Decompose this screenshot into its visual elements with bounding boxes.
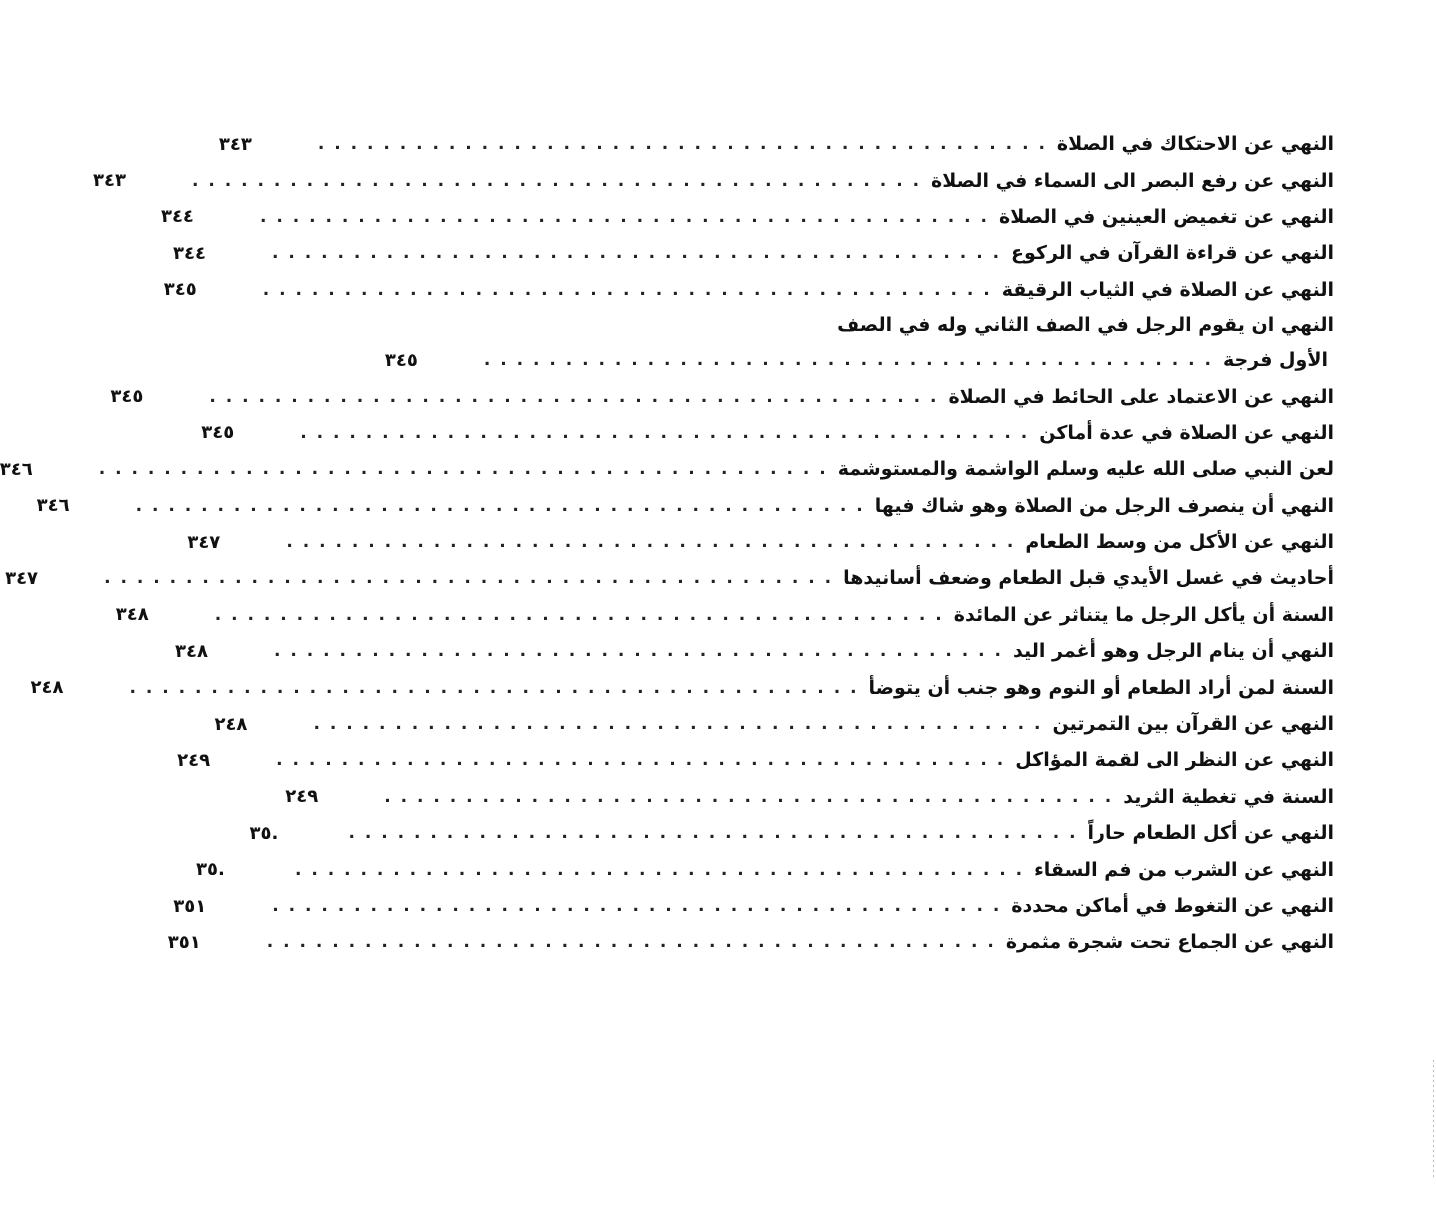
- toc-entry: [0, 451, 1334, 487]
- dot-leader: . . . . . . . . . . . . . . . . . . . . . . . . . . . . . . . . . . . . . . . . . . . . .: [214, 604, 944, 625]
- scan-edge-line: [1433, 1060, 1434, 1180]
- toc-entry-page: ٣٤٨: [115, 604, 149, 626]
- dot-leader: . . . . . . . . . . . . . . . . . . . . . . . . . . . . . . . . . . . . . . . . . . . . .: [295, 859, 1025, 880]
- toc-entry-page: ٢٤٩: [177, 749, 211, 771]
- toc-entry-page: ٣٤٣: [93, 170, 126, 192]
- toc-entry-title: النهي عن الأكل من وسط الطعام: [1025, 531, 1334, 554]
- dot-leader: . . . . . . . . . . . . . . . . . . . . . . . . . . . . . . . . . . . . . . . . . . . . .: [209, 386, 939, 407]
- toc-entry-title: النهي عن الصلاة في الثياب الرقيقة: [1001, 278, 1334, 301]
- dot-leader: . . . . . . . . . . . . . . . . . . . . . . . . . . . . . . . . . . . . . . . . . . . . .: [317, 134, 1047, 155]
- dot-leader: . . . . . . . . . . . . . . . . . . . . . . . . . . . . . . . . . . . . . . . . . . . . .: [286, 532, 1016, 553]
- dot-leader: . . . . . . . . . . . . . . . . . . . . . . . . . . . . . . . . . . . . . . . . . . . . .: [129, 677, 859, 698]
- toc-entry-wrapped-line2: [384, 342, 1334, 378]
- toc-entry-title: النهي عن الصلاة في عدة أماكن: [1039, 421, 1334, 444]
- toc-entry-page: ٣٤٧: [5, 567, 39, 589]
- toc-entry-title: السنة أن يأكل الرجل ما يتناثر عن المائدة: [953, 603, 1334, 626]
- toc-entry-title: النهي عن الشرب من فم السقاء: [1034, 858, 1334, 881]
- toc-entry-title: النهي عن التغوط في أماكن محددة: [1011, 895, 1334, 917]
- toc-entry-page: ٣٥.: [249, 822, 279, 844]
- dot-leader: . . . . . . . . . . . . . . . . . . . . . . . . . . . . . . . . . . . . . . . . . . . . .: [259, 206, 989, 227]
- toc-entry-title: النهي أن ينام الرجل وهو أغمر اليد: [1013, 640, 1334, 663]
- toc-entry-page: ٣٤٤: [160, 206, 194, 228]
- toc-entry-title: النهي عن قراءة القرآن في الركوع: [1011, 242, 1334, 265]
- toc-entry-title: السنة في تغطية الثريد: [1123, 785, 1334, 808]
- dot-leader: . . . . . . . . . . . . . . . . . . . . . . . . . . . . . . . . . . . . . . . . . . . . .: [266, 932, 996, 953]
- toc-entry: [196, 851, 1334, 887]
- toc-entry-title: النهي أن ينصرف الرجل من الصلاة وهو شاك فيها: [874, 494, 1334, 517]
- toc-entry-page: ٣٤٥: [201, 422, 235, 444]
- toc-entry-title: أحاديث في غسل الأيدي قبل الطعام وضعف أسانيدها: [843, 567, 1334, 590]
- toc-entry-page: ٣٤٨: [174, 640, 208, 662]
- toc-entry-page: ٣٤٧: [187, 531, 221, 553]
- toc-entry-wrapped-line1: [749, 308, 1334, 342]
- dot-leader: . . . . . . . . . . . . . . . . . . . . . . . . . . . . . . . . . . . . . . . . . . . . .: [272, 896, 1002, 916]
- dot-leader: . . . . . . . . . . . . . . . . . . . . . . . . . . . . . . . . . . . . . . . . . . . . .: [276, 750, 1006, 771]
- toc-entry-page: ٢٤٩: [285, 786, 319, 808]
- toc-entry: [187, 524, 1334, 560]
- toc-entry: [177, 742, 1334, 778]
- toc-entry-title: النهي عن الاعتماد على الحائط في الصلاة: [948, 385, 1334, 408]
- toc-entry: [36, 488, 1334, 524]
- toc-entry-page: ٣٤٤: [173, 242, 206, 264]
- dot-leader: . . . . . . . . . . . . . . . . . . . . . . . . . . . . . . . . . . . . . . . . . . . . .: [273, 641, 1004, 662]
- toc-entry-title: النهي عن رفع البصر الى السماء في الصلاة: [931, 169, 1334, 192]
- dot-leader: . . . . . . . . . . . . . . . . . . . . . . . . . . . . . . . . . . . . . . . . . . . . .: [348, 823, 1078, 844]
- toc-entry-title: لعن النبي صلى الله عليه وسلم الواشمة والمستوشمة: [837, 458, 1334, 481]
- toc-entry-title: السنة لمن أراد الطعام أو النوم وهو جنب أن يتوضأ: [868, 676, 1334, 699]
- toc-entry: [93, 162, 1334, 198]
- toc-entry-page: ٣٥١: [167, 931, 201, 953]
- toc-entry: [285, 779, 1334, 815]
- toc-entry: [214, 706, 1334, 742]
- toc-entry-title: النهي عن الجماع تحت شجرة مثمرة: [1005, 931, 1334, 954]
- toc-entry-title: النهي عن تغميض العينين في الصلاة: [998, 205, 1334, 228]
- toc-entry: [115, 597, 1334, 633]
- toc-entry-page: ٣٤٦: [0, 458, 33, 480]
- dot-leader: . . . . . . . . . . . . . . . . . . . . . . . . . . . . . . . . . . . . . . . . . . . . .: [483, 350, 1213, 371]
- dot-leader: . . . . . . . . . . . . . . . . . . . . . . . . . . . . . . . . . . . . . . . . . . . . .: [272, 243, 1002, 264]
- toc-entry: [167, 924, 1334, 960]
- toc-entry-page: ٢٤٨: [214, 713, 248, 735]
- toc-entry-page: ٣٥١: [173, 895, 207, 917]
- dot-leader: . . . . . . . . . . . . . . . . . . . . . . . . . . . . . . . . . . . . . . . . . . . . .: [98, 459, 828, 480]
- toc-entry-title: النهي عن الاحتكاك في الصلاة: [1056, 133, 1334, 156]
- toc-entry: [249, 815, 1334, 851]
- toc-entry: [173, 235, 1334, 271]
- dot-leader: . . . . . . . . . . . . . . . . . . . . . . . . . . . . . . . . . . . . . . . . . . . . .: [135, 495, 865, 516]
- table-of-contents: [0, 126, 1334, 961]
- toc-entry-title-continued: الأول فرجة: [1222, 349, 1328, 372]
- dot-leader: . . . . . . . . . . . . . . . . . . . . . . . . . . . . . . . . . . . . . . . . . . . . .: [192, 170, 922, 191]
- toc-entry-title: النهي عن النظر الى لقمة المؤاكل: [1015, 749, 1334, 772]
- toc-entry: [218, 126, 1334, 162]
- toc-entry-page: ٢٤٨: [30, 677, 64, 699]
- toc-entry-title: النهي ان يقوم الرجل في الصف الثاني وله في الصف: [837, 313, 1334, 336]
- toc-entry-page: ٣٤٥: [163, 279, 197, 301]
- toc-entry: [160, 199, 1334, 235]
- toc-entry-title: النهي عن القرآن بين التمرتين: [1052, 713, 1334, 736]
- toc-entry-page: ٣٤٥: [384, 349, 418, 371]
- dot-leader: . . . . . . . . . . . . . . . . . . . . . . . . . . . . . . . . . . . . . . . . . . . . .: [262, 279, 992, 300]
- toc-entry-page: ٣٥.: [196, 859, 225, 881]
- dot-leader: . . . . . . . . . . . . . . . . . . . . . . . . . . . . . . . . . . . . . . . . . . . . .: [313, 714, 1043, 735]
- toc-entry: [174, 633, 1334, 669]
- toc-entry-page: ٣٤٥: [110, 386, 144, 408]
- dot-leader: . . . . . . . . . . . . . . . . . . . . . . . . . . . . . . . . . . . . . . . . . . . . .: [104, 568, 834, 589]
- dot-leader: . . . . . . . . . . . . . . . . . . . . . . . . . . . . . . . . . . . . . . . . . . . . .: [300, 422, 1030, 443]
- toc-entry-page: ٣٤٦: [36, 495, 70, 517]
- toc-entry: [5, 560, 1334, 596]
- toc-entry-title: النهي عن أكل الطعام حاراً: [1087, 822, 1334, 845]
- toc-entry: [30, 669, 1334, 705]
- dot-leader: . . . . . . . . . . . . . . . . . . . . . . . . . . . . . . . . . . . . . . . . . . . . .: [384, 786, 1114, 807]
- toc-entry: [201, 415, 1334, 451]
- toc-entry: [173, 888, 1334, 924]
- toc-entry: [110, 378, 1334, 414]
- toc-entry: [163, 272, 1334, 308]
- toc-entry-page: ٣٤٣: [218, 133, 252, 155]
